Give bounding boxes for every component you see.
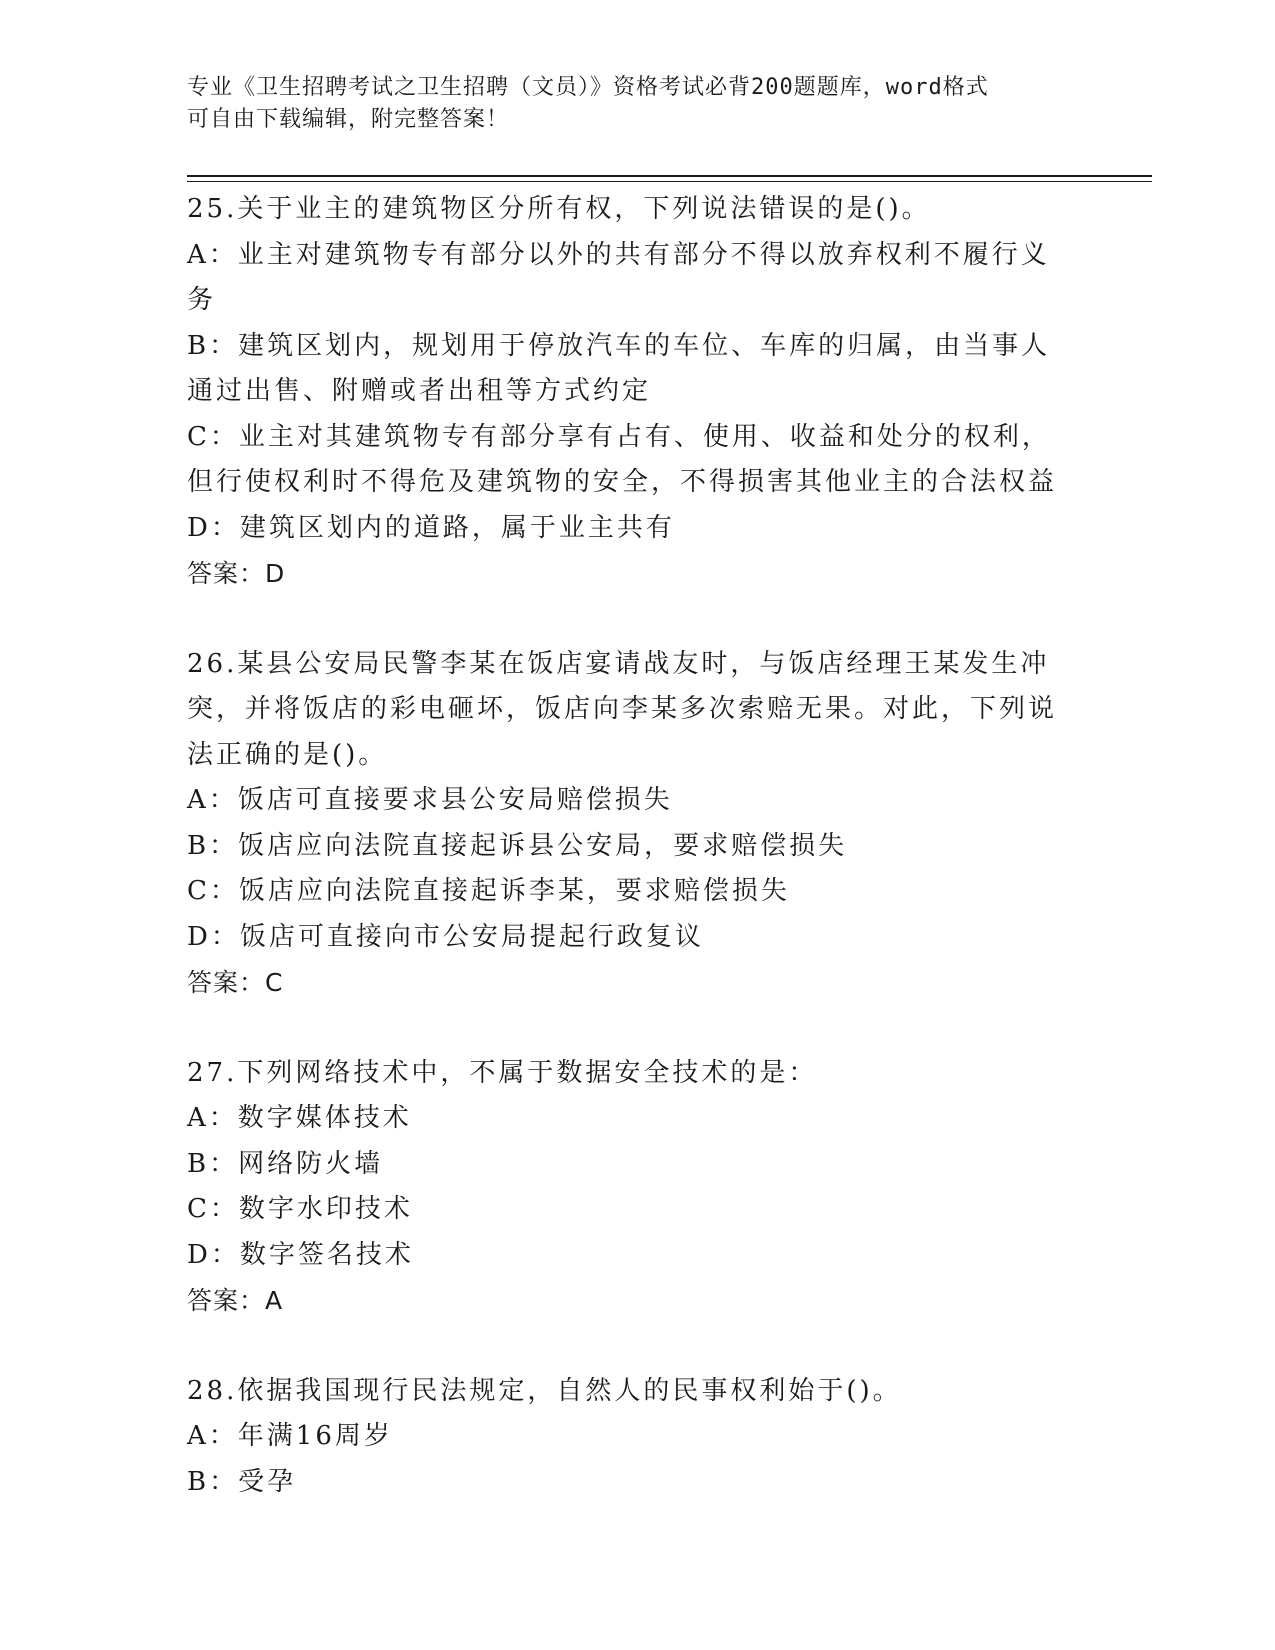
option-c: C：业主对其建筑物专有部分享有占有、使用、收益和处分的权利，但行使权利时不得危及建筑物的安全，不得损害其他业主的合法权益 <box>187 421 1058 497</box>
question-25 <box>187 187 1067 597</box>
header-divider-thick <box>187 175 1152 177</box>
header-line-1: 专业《卫生招聘考试之卫生招聘（文员）》资格考试必背200题题库，word格式 <box>187 75 989 100</box>
question-stem: 26.某县公安局民警李某在饭店宴请战友时，与饭店经理王某发生冲突，并将饭店的彩电砸坏，饭店向李某多次索赔无果。对此，下列说法正确的是()。 <box>187 648 1058 770</box>
option-a: A：数字媒体技术 <box>187 1103 412 1133</box>
option-c: C：饭店应向法院直接起诉李某，要求赔偿损失 <box>187 876 790 906</box>
option-b: B：建筑区划内，规划用于停放汽车的车位、车库的归属，由当事人通过出售、附赠或者出租等方式约定 <box>187 330 1051 406</box>
option-a: A：饭店可直接要求县公安局赔偿损失 <box>187 785 673 815</box>
option-a: A：年满16周岁 <box>187 1421 393 1451</box>
question-26 <box>187 642 1067 1006</box>
header-divider-thin <box>187 181 1152 182</box>
question-list <box>187 187 1067 1550</box>
option-c: C：数字水印技术 <box>187 1194 413 1224</box>
option-d: D：建筑区划内的道路，属于业主共有 <box>187 512 675 543</box>
question-28 <box>187 1369 1067 1506</box>
question-27 <box>187 1051 1067 1324</box>
option-b: B：受孕 <box>187 1466 297 1497</box>
option-b: B：饭店应向法院直接起诉县公安局，要求赔偿损失 <box>187 830 848 861</box>
question-stem: 28.依据我国现行民法规定，自然人的民事权利始于()。 <box>187 1375 902 1406</box>
answer-line: 答案：C <box>187 968 284 997</box>
question-stem: 25.关于业主的建筑物区分所有权，下列说法错误的是()。 <box>187 194 931 224</box>
header-line-2: 可自由下载编辑，附完整答案！ <box>187 107 510 132</box>
answer-line: 答案：A <box>187 1286 284 1315</box>
option-d: D：数字签名技术 <box>187 1239 414 1270</box>
question-stem: 27.下列网络技术中，不属于数据安全技术的是： <box>187 1057 818 1088</box>
answer-line: 答案：D <box>187 559 286 588</box>
option-b: B：网络防火墙 <box>187 1148 384 1179</box>
document-header <box>187 72 1067 136</box>
option-d: D：饭店可直接向市公安局提起行政复议 <box>187 921 704 952</box>
option-a: A：业主对建筑物专有部分以外的共有部分不得以放弃权利不履行义务 <box>187 239 1050 315</box>
